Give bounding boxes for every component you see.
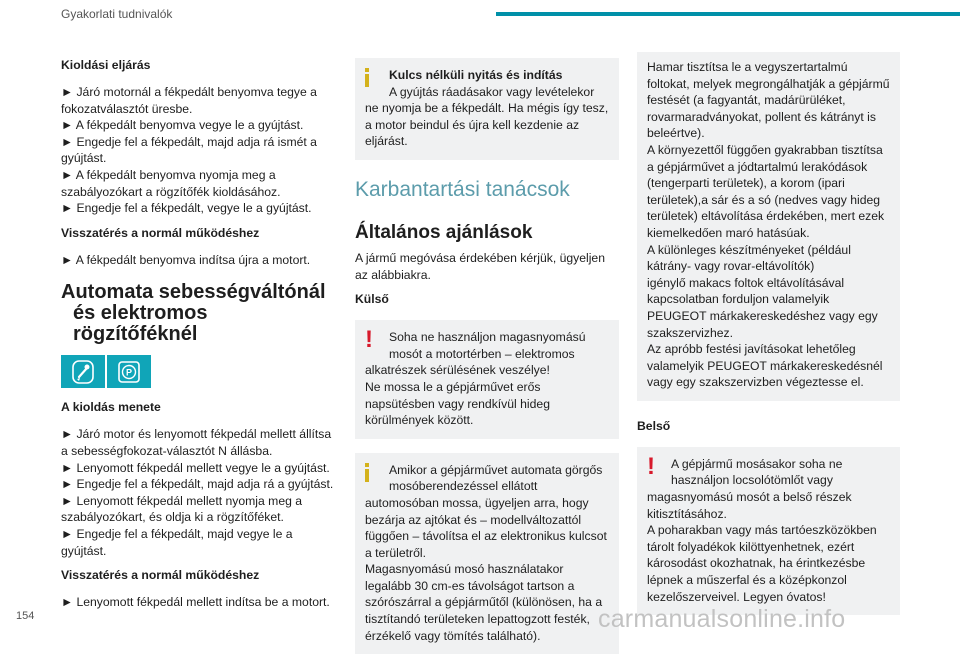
column-right xyxy=(637,52,900,629)
exterior-warn-first: Soha ne használjon magasnyomású xyxy=(389,330,586,345)
auto-gearbox-heading xyxy=(61,282,337,345)
return2-title: Visszatérés a normál működéshez xyxy=(61,568,260,583)
cleaning-advice-text: Hamar tisztítsa le a vegyszertartalmú foltokat, melyek megrongálhatják a gépjármű festését (a fagyantát, madárürüléket, rovarmaradványokat, pollent és kátrányt is beleértve). A környezettől függően gyakrabban tisztítsa a gépjárművet a jódtartalmú lerakódások (tengerparti területek), a korom (ipari területek),a sár és a só (nedves vagy hideg területek) eltávolítása érdekében, mert ezek kiemelkedően maró hatásúak. A különleges készítményeket (például kátrány- vagy rovar-eltávolítók) igénylő makacs foltok eltávolításával kapcsolatban forduljon valamelyik PEUGEOT márkakereskedéshez vagy egy szakszervizhez. Az apróbb festési javításokat lehetőleg valamelyik PEUGEOT márkakereskedésnél vagy egy szakszervizben végeztesse el. xyxy=(647,60,890,390)
general-title: Általános ajánlások xyxy=(355,221,533,243)
release2-title: A kioldás menete xyxy=(61,400,161,415)
header-title: Gyakorlati tudnivalók xyxy=(61,7,173,21)
interior-title: Belső xyxy=(637,418,671,433)
svg-text:P: P xyxy=(125,367,133,378)
exterior-warning-box xyxy=(355,320,619,439)
keyless-info-box xyxy=(355,58,619,160)
exterior-info-rest: automosóban mossa, ügyeljen arra, hogy bezárja az ajtókat és – modellváltozattól függően – távolítsa el az elektronikus kulcsot a területről. Magasnyomású mosó használatakor legalább 30 cm-es távolságot tartson a szórószárral a gépjárműtől (különösen, ha a tisztítandó területeken lepattogzott festék, érzékelő vagy tömítés található). xyxy=(365,495,607,643)
cleaning-advice-box xyxy=(637,52,900,401)
feature-icons xyxy=(61,355,337,388)
general-text: A jármű megóvása érdekében kérjük, ügyeljen az alábbiakra. xyxy=(355,250,605,282)
info-icon xyxy=(365,68,369,86)
info-icon xyxy=(365,463,369,481)
return-title: Visszatérés a normál működéshez xyxy=(61,225,260,240)
keyless-rest: ne nyomja be a fékpedált. Ha mégis így tesz, a motor beindul és újra kell kezdenie az eljárást. xyxy=(365,101,609,149)
interior-warn-rest: magasnyomású mosót a belső részek kitisztításához. A poharakban vagy más tartóeszközökben tárolt folyadékok kilöttyenhetnek, ezért károsodást okozhatnak, ha érintkezésbe lépnek a műszerfal és a középkonzol kezelőszerveivel. Legyen óvatos! xyxy=(647,490,877,604)
interior-warning-box xyxy=(637,447,900,615)
keyless-first: A gyújtás ráadásakor vagy levételekor xyxy=(389,84,595,99)
gearbox-icon xyxy=(61,355,105,388)
watermark: carmanualsonline.info xyxy=(598,605,846,633)
header-accent-bar xyxy=(496,12,960,16)
return-step: ► A fékpedált benyomva indítsa újra a motort. xyxy=(61,252,311,267)
return2-step: ► Lenyomott fékpedál mellett indítsa be a motort. xyxy=(61,595,330,610)
page-number: 154 xyxy=(16,610,35,622)
release-steps: ► Járó motornál a fékpedált benyomva tegye a fokozatválasztót üresbe. ► A fékpedált benyomva vegye le a gyújtást. ► Engedje fel a fékpedált, majd adja rá ismét a gyújtást. ► A fékpedált benyomva nyomja meg a szabályozókart a rögzítőfék kioldásához. ► Engedje fel a fékpedált, vegye le a gyújtást. xyxy=(61,85,317,216)
release-title: Kioldási eljárás xyxy=(61,58,151,72)
column-middle xyxy=(355,58,619,668)
warning-icon: ! xyxy=(647,452,655,480)
keyless-title: Kulcs nélküli nyitás és indítás xyxy=(389,68,563,82)
interior-warn-second: használjon locsolótömlőt vagy xyxy=(671,473,833,488)
maintenance-title: Karbantartási tanácsok xyxy=(355,177,570,201)
interior-warn-first: A gépjármű mosásakor soha ne xyxy=(671,456,843,471)
column-left xyxy=(61,58,337,620)
release2-steps: ► Járó motor és lenyomott fékpedál mellett állítsa a sebességfokozat-választót N állásba. ► Lenyomott fékpedál mellett vegye le a gyújtást. ► Engedje fel a fékpedált, majd adja rá a gyújtást. ► Lenyomott fékpedál mellett nyomja meg a szabályozókart, és oldja ki a rögzítőféket. ► Engedje fel a fékpedált, majd vegye le a gyújtást. xyxy=(61,427,334,558)
exterior-warn-rest: alkatrészek sérülésének veszélye! Ne mossa le a gépjárművet erős napsütésben vagy rendkívül hideg körülmények között. xyxy=(365,363,550,428)
exterior-info-box xyxy=(355,453,619,655)
exterior-warn-second: mosót a motortérben – elektromos xyxy=(389,346,575,361)
exterior-info-second: mosóberendezéssel ellátott xyxy=(389,479,538,494)
exterior-title: Külső xyxy=(355,292,389,307)
exterior-info-first: Amikor a gépjárművet automata görgős xyxy=(389,462,603,477)
auto-heading-line1: Automata sebességváltónál xyxy=(61,281,326,304)
auto-heading-line2: és elektromos rögzítőféknél xyxy=(73,302,208,346)
warning-icon: ! xyxy=(365,326,373,354)
parking-brake-icon xyxy=(107,355,151,388)
